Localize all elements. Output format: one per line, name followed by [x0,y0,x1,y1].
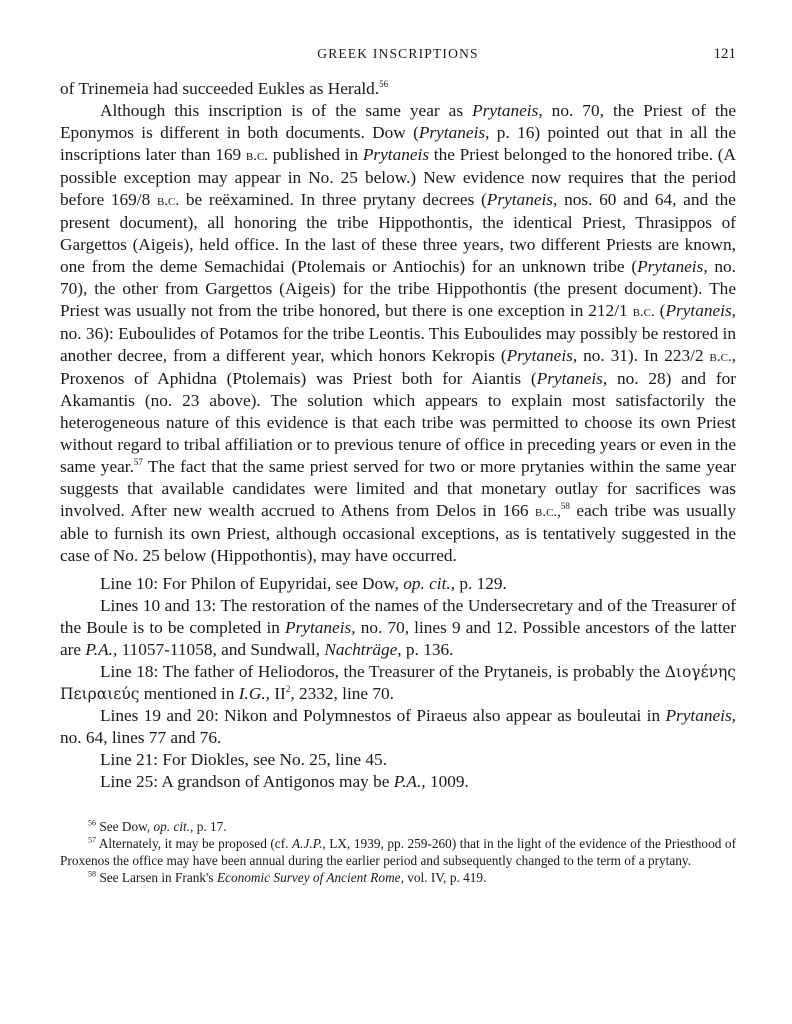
footnote-ref: 58 [560,501,570,512]
note-line-21: Line 21: For Diokles, see No. 25, line 45. [100,750,388,769]
page-number: 121 [713,46,736,62]
note-lines-10-13: Lines 10 and 13: The restoration of the names of the Undersecretary and of the Treasurer of the Boule is to be completed in Prytaneis, no. 70, lines 9 and 12. Possible ancestors of the latter are P.A., 11057-11058, and Sundwall, Nachträge, p. 136. [60,596,736,659]
footnote-56: $^{56}$ See Dow, op. cit., p. 17. [88,818,227,834]
footnote-ref: 56 [379,79,389,90]
footnote-ref: 57 [133,457,143,468]
note-line-10: Line 10: For Philon of Eupyridai, see Dow, op. cit., p. 129. [100,574,507,593]
paragraph-continuation: of Trinemeia had succeeded Eukles as Herald.$^{56}$ [60,79,389,98]
running-head [60,46,736,70]
page [60,46,736,886]
running-title: GREEK INSCRIPTIONS [317,46,479,61]
main-text [60,78,736,793]
footnote-58: $^{58}$ See Larsen in Frank's Economic Survey of Ancient Rome, vol. IV, p. 419. [88,869,487,885]
footnote-57: $^{57}$ Alternately, it may be proposed (cf. A.J.P., LX, 1939, pp. 259-260) that in the light of the evidence of the Priesthood of Proxenos the office may have been annual during the earlier period and subsequently changed to the term of a prytany. [60,835,736,868]
note-line-25: Line 25: A grandson of Antigonos may be P.A., 1009. [100,772,469,791]
paragraph-priest-discussion: Although this inscription is of the same year as Prytaneis, no. 70, the Priest of the Eponymos is different in both documents. Dow (Prytaneis, p. 16) pointed out that in all the inscriptions later than 169 b.c. published in Prytaneis the Priest belonged to the honored tribe. (A possible exception may appear in No. 25 below.) New evidence now requires that the period before 169/8 b.c. be reëxamined. In three prytany decrees (Prytaneis, nos. 60 and 64, and the present document), all honoring the tribe Hippothontis, the identical Priest, Thrasippos of Gargettos (Aigeis), held office. In the last of these three years, two different Priests are known, one from the deme Semachidai (Ptolemais or Antiochis) for an unknown tribe (Prytaneis, no. 70), the other from Gargettos (Aigeis) for the tribe Hippothontis (the present document). The Priest was usually not from the tribe honored, but there is one exception in 212/1 b.c. (Prytaneis, no. 36): Euboulides of Potamos for the tribe Leontis. This Euboulides may possibly be restored in another decree, from a different year, which honors Kekropis (Prytaneis, no. 31). In 223/2 b.c., Proxenos of Aphidna (Ptolemais) was Priest both for Aiantis (Prytaneis, no. 28) and for Akamantis (no. 23 above). The solution which appears to explain most satisfactorily the heterogeneous nature of this evidence is that each tribe was permitted to choose its own Priest without regard to tribal affiliation or to previous tenure of office in preceding years or even in the same year.$^{57}$ The fact that the same priest served for two or more prytanies within the same year suggests that available candidates were limited and that monetary outlay for sacrifices was involved. After new wealth accrued to Athens from Delos in 166 b.c.,$^{58}$ each tribe was usually able to furnish its own Priest, although occasional exceptions, as is tentatively suggested in the case of No. 25 below (Hippothontis), may have occurred. [60,101,737,565]
footnotes [60,818,736,886]
note-lines-19-20: Lines 19 and 20: Nikon and Polymnestos of Piraeus also appear as bouleutai in Prytaneis, no. 64, lines 77 and 76. [60,706,736,747]
note-line-18: Line 18: The father of Heliodoros, the Treasurer of the Prytaneis, is probably the Διογένης Πειραιεύς mentioned in I.G., $II^2$, 2332, line 70. [60,662,736,703]
greek-name: Διογένης Πειραιεύς [60,663,736,703]
